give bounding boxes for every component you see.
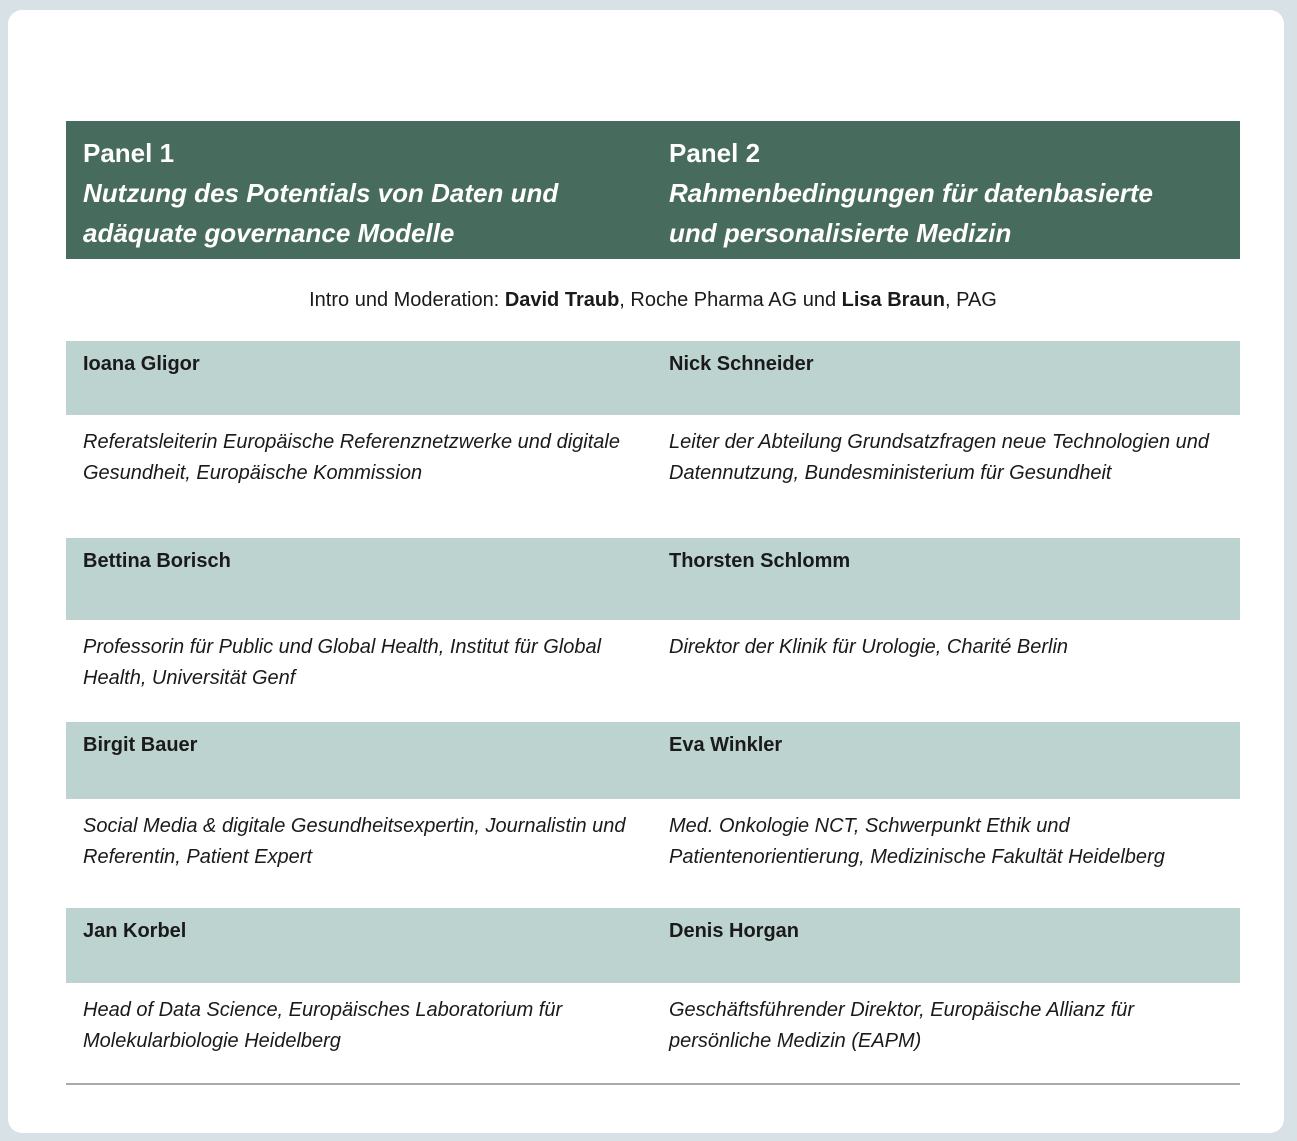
speaker-role: Med. Onkologie NCT, Schwerpunkt Ethik und Patientenorientierung, Medizinische Fakultät Heidelberg <box>669 815 1165 868</box>
moderator-affiliation: , PAG <box>945 288 997 311</box>
panel-header-row <box>66 121 1240 259</box>
speaker-role: Social Media & digitale Gesundheitsexpertin, Journalistin und Referentin, Patient Expert <box>83 815 626 868</box>
intro-moderation <box>66 259 1240 341</box>
panel-1-subtitle-line: adäquate governance Modelle <box>83 218 455 248</box>
panel-2-title: Panel 2 <box>669 138 761 168</box>
intro-prefix: Intro und Moderation: <box>309 288 505 311</box>
moderator-affiliation: , Roche Pharma AG und <box>619 288 842 311</box>
speaker-name: Bettina Borisch <box>83 550 231 572</box>
speaker-name: Thorsten Schlomm <box>669 550 851 572</box>
speaker-name-row <box>66 538 1240 620</box>
speaker-role: Leiter der Abteilung Grundsatzfragen neue Technologien und Datennutzung, Bundesministerium für Gesundheit <box>669 431 1210 484</box>
speaker-role: Head of Data Science, Europäisches Laboratorium für Molekularbiologie Heidelberg <box>83 999 563 1052</box>
speaker-name: Birgit Bauer <box>83 734 198 756</box>
speaker-name-row <box>66 908 1240 983</box>
moderator-name: Lisa Braun <box>841 288 945 311</box>
speaker-role: Professorin für Public und Global Health, Institut für Global Health, Universität Genf <box>83 636 602 689</box>
table-bottom-rule <box>66 1083 1240 1085</box>
moderator-name: David Traub <box>504 288 620 311</box>
speaker-name: Nick Schneider <box>669 353 814 375</box>
speaker-name: Ioana Gligor <box>83 353 200 375</box>
speaker-name: Jan Korbel <box>83 920 187 942</box>
speaker-name-row <box>66 341 1240 415</box>
panel-1-header <box>66 133 653 259</box>
panel-2-subtitle-line: Rahmenbedingungen für datenbasierte <box>669 178 1153 208</box>
panel-1-subtitle-line: Nutzung des Potentials von Daten und <box>83 178 559 208</box>
speaker-role-row <box>66 799 1240 908</box>
panel-2-subtitle-line: und personalisierte Medizin <box>669 218 1012 248</box>
speaker-name: Denis Horgan <box>669 920 800 942</box>
speaker-role: Direktor der Klinik für Urologie, Charité Berlin <box>669 636 1069 658</box>
speaker-role-row <box>66 620 1240 722</box>
speaker-role-row <box>66 415 1240 538</box>
speaker-role: Referatsleiterin Europäische Referenznetzwerke und digitale Gesundheit, Europäische Kommission <box>83 431 620 484</box>
speaker-name: Eva Winkler <box>669 734 783 756</box>
program-table <box>66 121 1240 1085</box>
speaker-role: Geschäftsführender Direktor, Europäische Allianz für persönliche Medizin (EAPM) <box>669 999 1135 1052</box>
panel-2-header <box>653 133 1240 259</box>
card <box>8 10 1284 1133</box>
panel-1-title: Panel 1 <box>83 138 175 168</box>
speaker-role-row <box>66 983 1240 1083</box>
speaker-name-row <box>66 722 1240 799</box>
